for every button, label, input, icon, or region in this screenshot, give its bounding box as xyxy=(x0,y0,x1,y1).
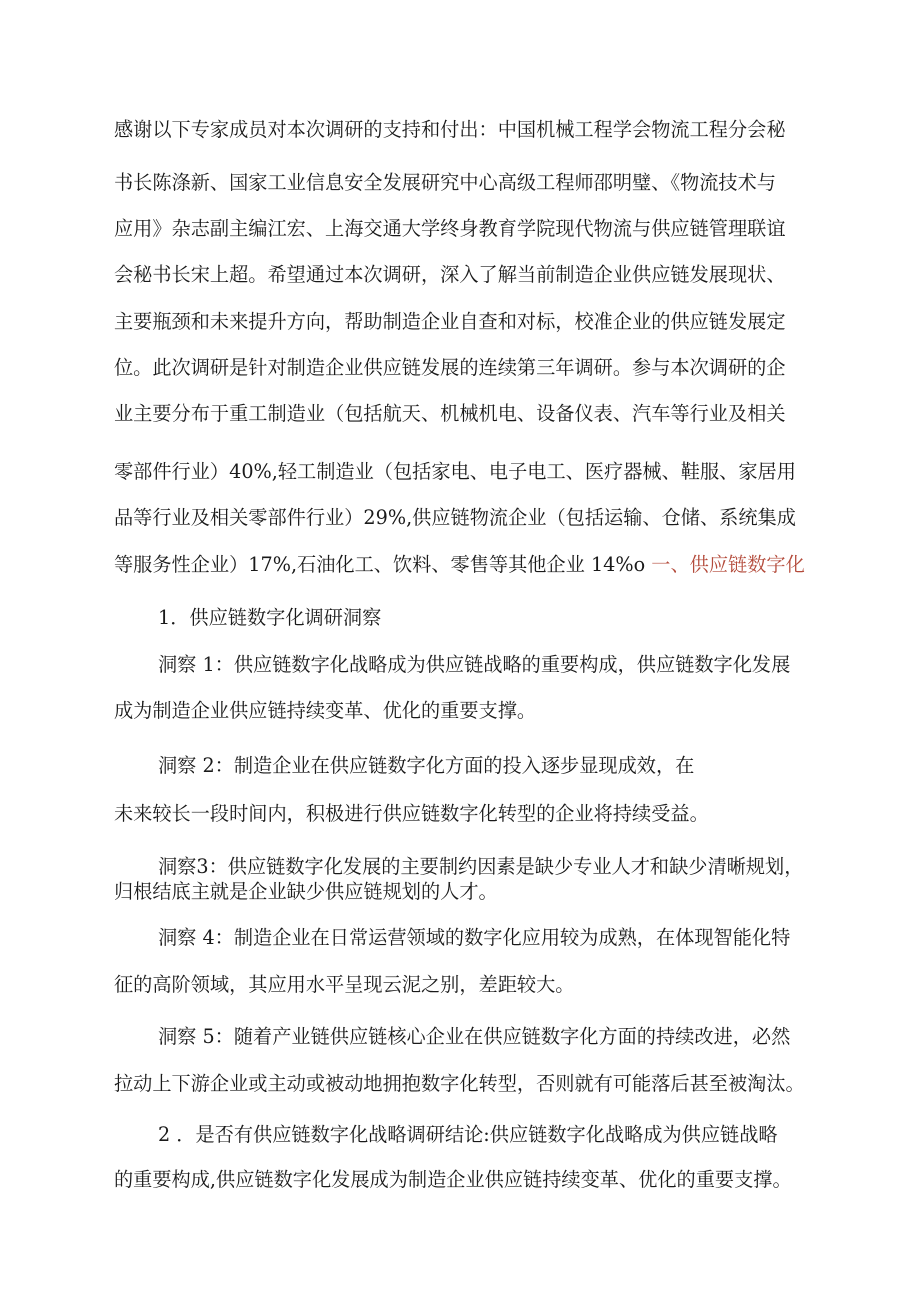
insight-3-line-1: 洞察3：供应链数字化发展的主要制约因素是缺少专业人才和缺少清晰规划， xyxy=(158,855,804,878)
insight-1-line-2: 成为制造企业供应链持续变革、优化的重要支撑。 xyxy=(114,699,537,722)
insight-2-line-1: 洞察 2：制造企业在供应链数字化方面的投入逐步显现成效，在 xyxy=(158,754,695,777)
intro-line: 书长陈涤新、国家工业信息安全发展研究中心高级工程师邵明璧、《物流技术与 xyxy=(114,171,776,194)
insight-5-line-1: 洞察 5：随着产业链供应链核心企业在供应链数字化方面的持续改进，必然 xyxy=(158,1025,791,1048)
intro-line: 品等行业及相关零部件行业）29%,供应链物流企业（包括运输、仓储、系统集成 xyxy=(114,506,796,529)
intro-line: 主要瓶颈和未来提升方向，帮助制造企业自查和对标，校准企业的供应链发展定 xyxy=(114,310,786,333)
insight-4-line-1: 洞察 4：制造企业在日常运营领域的数字化应用较为成熟，在体现智能化特 xyxy=(158,926,791,949)
intro-line: 应用》杂志副主编江宏、上海交通大学终身教育学院现代物流与供应链管理联谊 xyxy=(114,217,786,240)
intro-line: 会秘书长宋上超。希望通过本次调研，深入了解当前制造企业供应链发展现状、 xyxy=(114,263,786,286)
intro-line: 位。此次调研是针对制造企业供应链发展的连续第三年调研。参与本次调研的企 xyxy=(114,356,786,379)
insight-4-line-2: 征的高阶领域，其应用水平呈现云泥之别，差距较大。 xyxy=(114,973,575,996)
insight-2-line-2: 未来较长一段时间内，积极进行供应链数字化转型的企业将持续受益。 xyxy=(114,802,709,825)
intro-line: 零部件行业）40%,轻工制造业（包括家电、电子电工、医疗器械、鞋服、家居用 xyxy=(114,460,796,483)
insight-1-line-1: 洞察 1：供应链数字化战略成为供应链战略的重要构成，供应链数字化发展 xyxy=(158,653,791,676)
subheading-2-line-1: 2 ．是否有供应链数字化战略调研结论:供应链数字化战略成为供应链战略 xyxy=(158,1123,778,1146)
intro-line: 感谢以下专家成员对本次调研的支持和付出：中国机械工程学会物流工程分会秘 xyxy=(114,118,786,141)
subheading-1: 1．供应链数字化调研洞察 xyxy=(158,606,382,629)
insight-5-line-2: 拉动上下游企业或主动或被动地拥抱数字化转型，否则就有可能落后甚至被淘汰。 xyxy=(114,1072,805,1095)
intro-line: 业主要分布于重工制造业（包括航天、机械机电、设备仪表、汽车等行业及相关 xyxy=(114,402,786,425)
intro-last-text: 等服务性企业）17%,石油化工、饮料、零售等其他企业 14%o xyxy=(114,553,652,576)
insight-3-line-2: 归根结底主就是企业缺少供应链规划的人才。 xyxy=(114,880,498,903)
intro-last-line xyxy=(114,553,805,577)
subheading-2-line-2: 的重要构成,供应链数字化发展成为制造企业供应链持续变革、优化的重要支撑。 xyxy=(114,1168,792,1191)
section-heading: 一、供应链数字化 xyxy=(651,553,805,576)
